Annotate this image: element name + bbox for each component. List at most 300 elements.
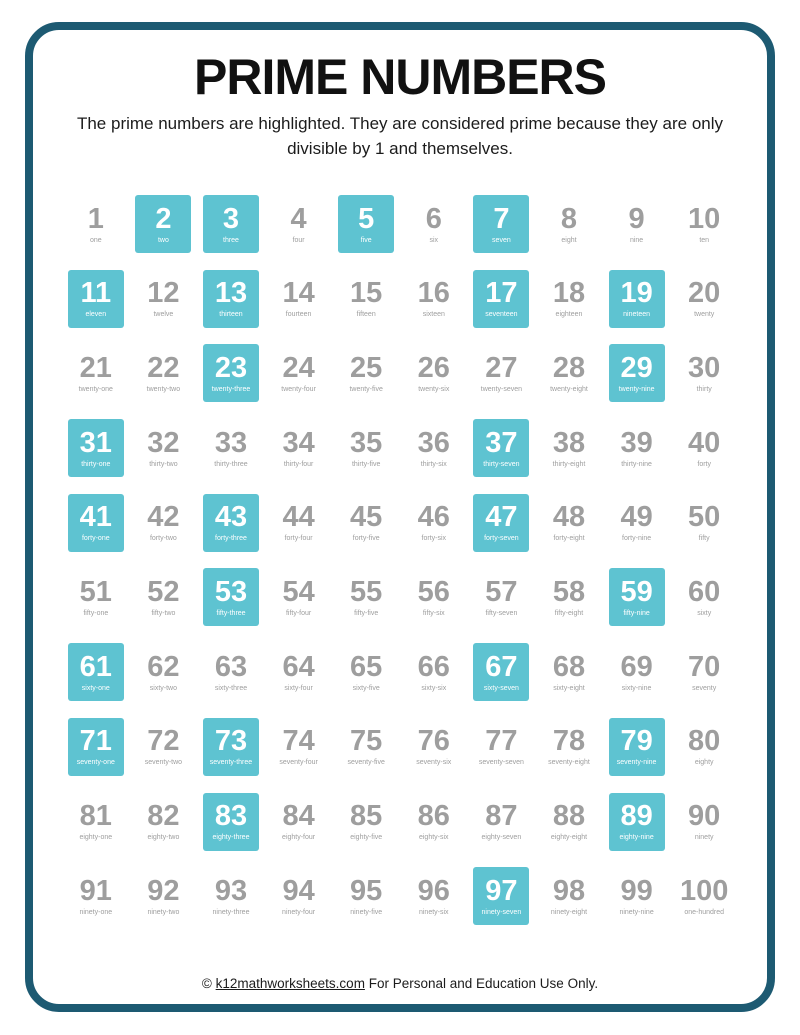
number-cell [400, 789, 468, 864]
number-value: 53 [214, 575, 248, 608]
number-cell [130, 639, 198, 714]
number-value: 29 [620, 351, 653, 384]
number-value: 5 [358, 202, 375, 235]
prime-cell [603, 564, 671, 639]
number-value: 66 [417, 650, 450, 683]
number-cell [332, 415, 400, 490]
number-box [406, 419, 462, 477]
number-cell [197, 639, 265, 714]
number-box [676, 867, 732, 925]
prime-cell [603, 266, 671, 341]
number-value: 51 [79, 575, 112, 608]
prime-highlight-box [473, 195, 529, 253]
number-box [338, 793, 394, 851]
prime-cell [603, 789, 671, 864]
prime-highlight-box [68, 270, 124, 328]
number-value: 14 [282, 277, 315, 310]
number-value: 65 [350, 650, 383, 683]
number-value: 78 [552, 725, 586, 758]
number-word: seventy-nine [616, 759, 657, 767]
prime-highlight-box [338, 195, 394, 253]
number-value: 68 [552, 650, 586, 683]
number-box [473, 718, 529, 776]
prime-cell [468, 639, 536, 714]
number-cell [670, 340, 738, 415]
number-word: eighty-eight [550, 834, 588, 841]
number-value: 33 [214, 426, 248, 459]
number-value: 94 [282, 874, 315, 907]
number-value: 40 [688, 426, 721, 459]
number-box [271, 718, 327, 776]
number-cell [535, 714, 603, 789]
number-value: 8 [560, 202, 578, 235]
number-box [406, 270, 462, 328]
number-cell [670, 863, 738, 938]
number-word: forty-nine [622, 535, 652, 543]
number-word: ninety-eight [550, 908, 588, 916]
number-cell [400, 639, 468, 714]
number-word: sixty [697, 609, 712, 617]
number-box [676, 643, 732, 701]
number-box [338, 344, 394, 402]
number-word: nine [629, 236, 644, 244]
number-box [541, 270, 597, 328]
number-word: eighty-two [147, 834, 180, 841]
page-title: PRIME NUMBERS [193, 49, 607, 105]
number-word: thirty-six [420, 460, 447, 468]
number-word: ninety-six [418, 908, 449, 916]
number-cell [603, 191, 671, 266]
number-value: 100 [679, 874, 729, 907]
number-cell [400, 490, 468, 565]
number-word: seventy-one [76, 759, 115, 767]
number-box [541, 344, 597, 402]
number-value: 43 [214, 501, 248, 534]
prime-highlight-box [609, 568, 665, 626]
number-word: forty-three [215, 535, 247, 543]
number-word: fifty-three [216, 609, 246, 617]
number-box [406, 494, 462, 552]
number-cell [535, 789, 603, 864]
number-value: 97 [485, 874, 518, 907]
number-word: fifty-seven [485, 609, 518, 617]
number-value: 85 [350, 800, 383, 832]
number-word: twenty-nine [618, 385, 655, 393]
number-word: fifteen [356, 311, 376, 319]
prime-highlight-box [203, 270, 259, 328]
number-cell [62, 191, 130, 266]
prime-highlight-box [609, 344, 665, 402]
number-box [135, 718, 191, 776]
number-value: 35 [350, 426, 383, 459]
number-value: 98 [552, 874, 586, 907]
number-word: twenty-two [146, 385, 181, 393]
number-cell [265, 714, 333, 789]
number-cell [265, 639, 333, 714]
number-cell [62, 863, 130, 938]
number-box [473, 344, 529, 402]
number-cell [400, 340, 468, 415]
prime-cell [603, 714, 671, 789]
number-grid [62, 191, 738, 938]
prime-highlight-box [609, 718, 665, 776]
prime-cell [468, 863, 536, 938]
number-word: two [157, 236, 169, 244]
number-value: 19 [620, 277, 653, 310]
number-box [68, 344, 124, 402]
number-word: twenty-seven [480, 385, 523, 393]
number-box [203, 419, 259, 477]
number-word: sixty-two [149, 684, 177, 692]
number-cell [265, 266, 333, 341]
prime-highlight-box [473, 419, 529, 477]
number-box [541, 494, 597, 552]
number-word: forty-six [421, 535, 447, 543]
number-box [338, 643, 394, 701]
number-word: four [292, 236, 305, 244]
number-value: 26 [417, 351, 450, 384]
number-box [338, 718, 394, 776]
number-cell [130, 266, 198, 341]
number-box [68, 195, 124, 253]
number-value: 73 [214, 725, 248, 758]
prime-highlight-box [473, 867, 529, 925]
number-value: 21 [79, 351, 112, 384]
number-word: ninety [694, 834, 714, 841]
prime-cell [62, 639, 130, 714]
number-box [676, 270, 732, 328]
number-cell [535, 490, 603, 565]
number-cell [400, 415, 468, 490]
number-word: forty [697, 460, 711, 468]
number-cell [265, 564, 333, 639]
number-box [609, 195, 665, 253]
number-box [271, 867, 327, 925]
number-value: 96 [417, 874, 450, 907]
number-word: five [360, 236, 372, 244]
number-cell [130, 714, 198, 789]
number-value: 7 [493, 202, 510, 235]
number-value: 39 [620, 426, 653, 459]
number-cell [62, 789, 130, 864]
number-cell [332, 789, 400, 864]
number-value: 42 [147, 501, 180, 534]
number-value: 82 [147, 800, 180, 832]
number-word: seventy-three [209, 759, 253, 767]
number-value: 36 [417, 426, 450, 459]
number-cell [535, 340, 603, 415]
number-value: 44 [282, 501, 315, 534]
number-value: 83 [214, 800, 248, 832]
number-cell [130, 863, 198, 938]
number-word: ninety-two [147, 908, 180, 916]
prime-highlight-box [609, 793, 665, 851]
number-word: ninety-five [350, 908, 383, 916]
prime-cell [62, 714, 130, 789]
prime-highlight-box [68, 494, 124, 552]
number-cell [265, 415, 333, 490]
number-cell [535, 191, 603, 266]
number-word: ninety-seven [481, 908, 522, 916]
prime-highlight-box [203, 195, 259, 253]
number-word: thirty-nine [621, 460, 652, 468]
number-value: 64 [282, 650, 315, 683]
number-word: sixty-eight [553, 684, 585, 692]
number-word: thirty-one [81, 460, 111, 468]
prime-highlight-box [473, 643, 529, 701]
number-word: thirty [696, 385, 712, 393]
number-cell [332, 639, 400, 714]
number-box [406, 195, 462, 253]
number-value: 75 [350, 725, 383, 758]
number-box [676, 419, 732, 477]
number-value: 71 [79, 725, 112, 758]
number-box [271, 344, 327, 402]
number-value: 52 [147, 575, 180, 608]
number-box [135, 344, 191, 402]
number-value: 20 [688, 277, 721, 310]
footer-link[interactable]: k12mathworksheets.com [215, 976, 365, 991]
number-box [676, 344, 732, 402]
number-word: eighty-five [350, 834, 383, 841]
number-box [271, 270, 327, 328]
prime-highlight-box [473, 494, 529, 552]
prime-cell [130, 191, 198, 266]
prime-highlight-box [203, 718, 259, 776]
number-value: 47 [485, 501, 518, 534]
number-value: 58 [552, 575, 586, 608]
number-box [473, 568, 529, 626]
prime-cell [468, 490, 536, 565]
number-cell [332, 490, 400, 565]
number-value: 62 [147, 650, 180, 683]
number-word: thirty-five [351, 460, 381, 468]
number-word: three [223, 236, 239, 244]
number-value: 61 [79, 650, 112, 683]
number-word: fifty-nine [623, 609, 650, 617]
number-box [541, 718, 597, 776]
number-word: one-hundred [684, 908, 725, 916]
number-value: 79 [620, 725, 653, 758]
number-cell [535, 266, 603, 341]
number-word: twenty-six [418, 385, 450, 393]
number-word: sixty-three [214, 684, 248, 692]
number-word: thirteen [219, 311, 243, 319]
number-value: 32 [147, 426, 180, 459]
number-box [271, 195, 327, 253]
number-box [676, 494, 732, 552]
number-value: 31 [79, 426, 112, 459]
number-box [68, 568, 124, 626]
number-cell [468, 789, 536, 864]
number-value: 74 [282, 725, 315, 758]
number-word: six [429, 236, 439, 244]
number-value: 38 [552, 426, 586, 459]
prime-highlight-box [135, 195, 191, 253]
number-word: forty-one [81, 535, 110, 543]
number-box [541, 419, 597, 477]
number-box [541, 568, 597, 626]
number-box [135, 568, 191, 626]
number-word: twenty-one [78, 385, 113, 393]
number-word: twenty [694, 311, 715, 319]
prime-cell [468, 191, 536, 266]
number-cell [332, 266, 400, 341]
number-box [135, 270, 191, 328]
prime-highlight-box [68, 419, 124, 477]
number-value: 76 [417, 725, 450, 758]
prime-cell [197, 340, 265, 415]
number-word: forty-seven [484, 535, 519, 543]
number-box [541, 643, 597, 701]
number-word: eighty-six [418, 834, 449, 841]
number-word: twenty-five [349, 385, 383, 393]
number-box [338, 494, 394, 552]
number-cell [603, 863, 671, 938]
prime-cell [197, 266, 265, 341]
number-word: forty-four [284, 535, 313, 543]
number-cell [265, 490, 333, 565]
number-value: 49 [620, 501, 653, 534]
number-word: ninety-three [212, 908, 250, 916]
number-word: twenty-four [281, 385, 316, 393]
number-box [609, 494, 665, 552]
number-box [676, 195, 732, 253]
number-box [338, 419, 394, 477]
number-word: thirty-three [214, 460, 248, 468]
number-cell [197, 415, 265, 490]
number-word: twenty-eight [550, 385, 588, 393]
number-word: fifty-six [422, 609, 445, 617]
number-box [406, 793, 462, 851]
number-value: 2 [155, 202, 172, 235]
number-box [203, 643, 259, 701]
number-cell [468, 340, 536, 415]
number-cell [130, 789, 198, 864]
number-word: ninety-one [79, 908, 113, 916]
number-box [135, 793, 191, 851]
number-cell [670, 266, 738, 341]
number-cell [535, 415, 603, 490]
number-value: 81 [79, 800, 112, 832]
number-box [271, 494, 327, 552]
number-box [338, 867, 394, 925]
number-word: ninety-four [282, 908, 316, 916]
number-cell [130, 490, 198, 565]
number-word: eighty-four [282, 834, 316, 841]
number-cell [130, 340, 198, 415]
number-cell [670, 564, 738, 639]
number-cell [130, 415, 198, 490]
prime-cell [62, 490, 130, 565]
number-word: eight [561, 236, 577, 244]
copyright-symbol: © [201, 976, 212, 991]
number-cell [603, 490, 671, 565]
number-box [406, 344, 462, 402]
number-cell [670, 191, 738, 266]
number-box [609, 419, 665, 477]
number-value: 88 [552, 800, 586, 832]
number-word: fifty-eight [554, 609, 584, 617]
number-value: 54 [282, 575, 315, 608]
number-word: ten [699, 236, 710, 244]
number-cell [603, 639, 671, 714]
number-word: forty-two [149, 535, 177, 543]
number-word: sixteen [422, 311, 445, 319]
number-box [135, 419, 191, 477]
number-word: sixty-four [284, 684, 313, 692]
number-word: thirty-four [283, 460, 314, 468]
number-word: seventy-four [279, 759, 318, 767]
number-value: 23 [214, 351, 248, 384]
number-cell [670, 714, 738, 789]
number-word: eighty-three [212, 834, 250, 841]
footer [0, 976, 800, 991]
number-value: 50 [688, 501, 721, 534]
number-value: 57 [485, 575, 518, 608]
number-value: 46 [417, 501, 450, 534]
number-box [406, 718, 462, 776]
number-value: 17 [485, 277, 518, 310]
number-word: eighty-seven [481, 834, 522, 841]
number-word: seventy-seven [478, 759, 524, 767]
number-value: 80 [688, 725, 721, 758]
number-cell [197, 863, 265, 938]
prime-cell [197, 490, 265, 565]
prime-cell [603, 340, 671, 415]
number-value: 93 [214, 874, 248, 907]
number-value: 3 [222, 202, 240, 235]
prime-highlight-box [68, 643, 124, 701]
number-box [68, 793, 124, 851]
number-cell [332, 714, 400, 789]
number-value: 87 [485, 800, 518, 832]
number-word: eighty-nine [619, 834, 654, 841]
number-box [338, 270, 394, 328]
number-value: 28 [552, 351, 586, 384]
number-box [406, 568, 462, 626]
prime-cell [197, 714, 265, 789]
number-cell [468, 714, 536, 789]
number-value: 69 [620, 650, 653, 683]
number-value: 86 [417, 800, 450, 832]
number-value: 11 [80, 277, 112, 310]
number-value: 27 [485, 351, 518, 384]
number-word: eighteen [555, 311, 583, 319]
number-word: sixty-six [421, 684, 447, 692]
number-value: 63 [214, 650, 248, 683]
number-cell [400, 564, 468, 639]
number-box [406, 867, 462, 925]
number-cell [670, 789, 738, 864]
number-value: 55 [350, 575, 383, 608]
number-word: forty-eight [553, 535, 585, 543]
number-word: fifty-four [285, 609, 312, 617]
number-word: forty-five [352, 535, 380, 543]
number-cell [535, 863, 603, 938]
number-cell [400, 714, 468, 789]
number-word: fifty-two [151, 609, 176, 617]
number-word: seventeen [485, 311, 518, 319]
number-value: 37 [485, 426, 518, 459]
number-word: seven [492, 236, 511, 244]
prime-highlight-box [68, 718, 124, 776]
number-value: 4 [290, 202, 307, 235]
number-box [541, 195, 597, 253]
number-word: twenty-three [211, 385, 251, 393]
number-box [203, 867, 259, 925]
number-box [271, 568, 327, 626]
